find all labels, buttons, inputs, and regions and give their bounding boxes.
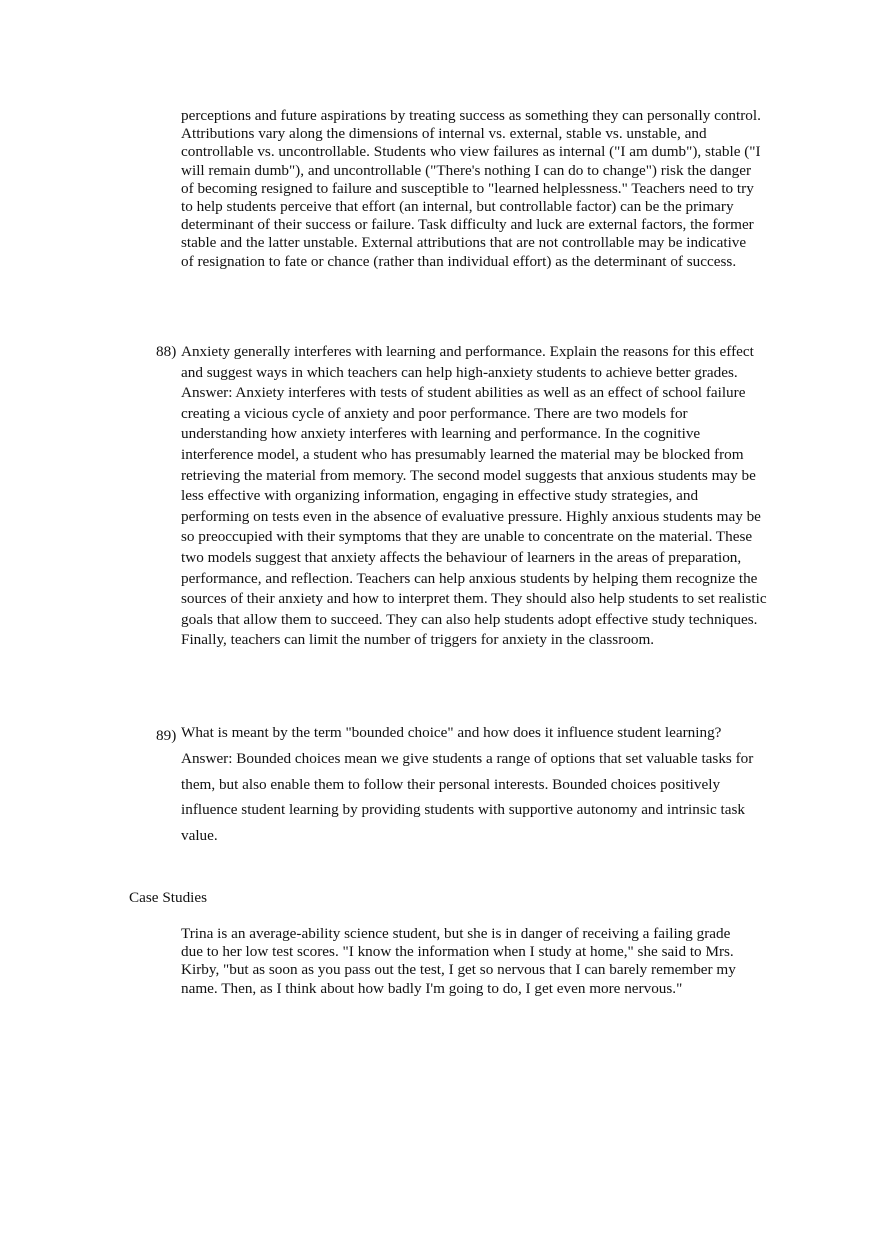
question-88 (181, 342, 767, 651)
question-number-88: 88) (156, 343, 177, 360)
question-89-answer: Answer: Bounded choices mean we give students a range of options that set valuable tasks for them, but also enable them to follow their personal interests. Bounded choices positively influence student learning by providing students with supportive autonomy and intrinsic task value. (181, 749, 754, 845)
question-89 (181, 720, 761, 849)
question-88-answer: Answer: Anxiety interferes with tests of student abilities as well as an effect of school failure creating a vicious cycle of anxiety and poor performance. There are two models for understanding how anxiety interferes with learning and performance. In the cognitive interference model, a student who has presumably learned the material may be blocked from retrieving the material from memory. The second model suggests that anxious students may be less effective with organizing information, engaging in effective study strategies, and performing on tests even in the absence of evaluative pressure. Highly anxious students may be so preoccupied with their symptoms that they are unable to concentrate on the material. These two models suggest that anxiety affects the behaviour of learners in the areas of preparation, performance, and reflection. Teachers can help anxious students by helping them recognize the sources of their anxiety and how to interpret them. They should also help students to set realistic goals that allow them to succeed. They can also help students adopt effective study techniques. Finally, teachers can limit the number of triggers for anxiety in the classroom. (181, 384, 767, 649)
section-heading-case-studies: Case Studies (129, 889, 208, 906)
case-study-paragraph: Trina is an average-ability science student, but she is in danger of receiving a failing grade due to her low test scores. "I know the information when I study at home," she said to Mrs. Kirby, "but as soon as you pass out the test, I get so nervous that I can barely remember my name. Then, as I think about how badly I'm going to do, I get even more nervous." (181, 925, 736, 997)
question-number-89: 89) (156, 727, 177, 744)
question-88-text: Anxiety generally interferes with learning and performance. Explain the reasons for this effect and suggest ways in which teachers can help high-anxiety students to achieve better grades. (181, 343, 754, 381)
previous-answer-continuation: perceptions and future aspirations by treating success as something they can personally control. Attributions vary along the dimensions of internal vs. external, stable vs. unstable, and controllable vs. uncontrollable. Students who view failures as internal ("I am dumb"), stable ("I will remain dumb"), and uncontrollable ("There's nothing I can do to change") risk the danger of becoming resigned to failure and susceptible to "learned helplessness." Teachers need to try to help students perceive that effort (an internal, but controllable factor) can be the primary determinant of their success or failure. Task difficulty and luck are external factors, the former stable and the latter unstable. External attributions that are not controllable may be indicative of resignation to fate or chance (rather than individual effort) as the determinant of success. (181, 107, 761, 270)
question-89-text: What is meant by the term "bounded choice" and how does it influence student learning? (181, 724, 722, 741)
